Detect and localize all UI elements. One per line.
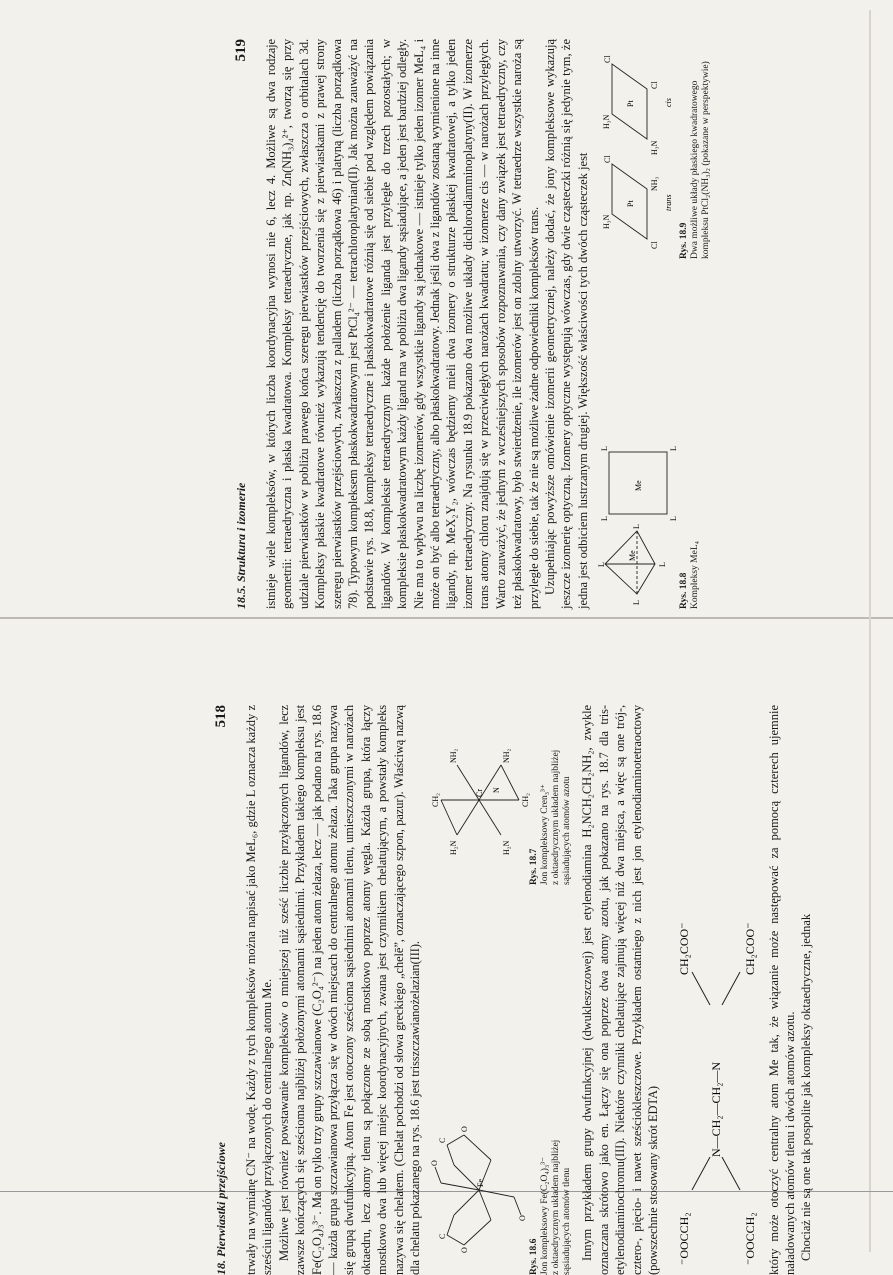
caption-line: Kompleksy MeL₄: [690, 541, 701, 609]
page-number: 518: [213, 705, 229, 728]
figure-18-7: [429, 705, 573, 885]
acetate-group-label: CH₂COO⁻: [676, 922, 691, 975]
figure-18-7-caption: [529, 705, 573, 885]
caption-line: kompleksu PtCl₂(NH₃)₂ (pokazane w perspektywie): [701, 61, 712, 259]
figure-18-9-caption: [679, 39, 712, 259]
ligand-label: L: [600, 516, 610, 521]
figure-18-8: [597, 429, 712, 609]
paragraph-2: Uzupełniając powyższe omówienie izomerii geometrycznej, należy dodać, że jony kompleksowe wykazują jeszcze izomerię optyczną. Izomery optyczne występują wówczas, gdy dwie cząsteczki różnią się jedynie tym, że jedna jest odbiciem lustrzanym drugiej. Większość właściwości tych dwóch cząsteczek jest: [542, 39, 590, 609]
paragraph-end: który może otoczyć centralny atom Me tak, że wiązanie może następować za pomocą czterech ujemnie naładowanych atomów tlenu i dwóch atomów azotu.: [766, 705, 797, 1275]
figure-18-6: [429, 1095, 573, 1275]
ligand-label: L: [669, 516, 679, 521]
carbon-atom-label: C: [438, 1137, 448, 1143]
figure-row-18-8-18-9: [597, 39, 712, 609]
oxygen-atom-label: O: [518, 1215, 528, 1221]
ammine-ligand-label: H₃N: [602, 114, 612, 129]
acetate-group-label: ⁻OOCCH₂: [676, 1212, 691, 1265]
edta-formula: [668, 705, 760, 1275]
chromium-atom-label: Cr: [475, 789, 485, 797]
page-header: [233, 39, 255, 609]
paragraph-edta: Innym przykładem grupy dwufunkcyjnej (dwukleszczowej) jest etylenodiamina H₂NCH₂CH₂NH₂, zwykle oznaczana skrótowo jako en. Łączy się ona poprzez dwa atomy azotu, jak pokazano na rys. 18.7 dla tris-etylenodiaminochromu(III). Niektóre czynniki chelatujące zajmują więcej niż dwa miejsca, a więc są one trój-, cztero-, pięcio- i nawet sześciokleszczowe. Przykładem ostatniego z nich jest jon etylenodiaminotetraoctowy (powszechnie stosowany skrót EDTA): [580, 705, 661, 1275]
caption-line: z oktaedrycznym układem najbliżej: [551, 1139, 562, 1275]
platinum-atom-label: Pt: [626, 100, 636, 107]
platinum-atom-label: Pt: [626, 200, 636, 207]
amine-group-label: NH₂: [449, 748, 459, 763]
ligand-label: L: [597, 562, 607, 567]
trans-label: trans: [664, 194, 674, 211]
en-complex-diagram: [429, 715, 529, 885]
figure-18-6-caption: [529, 1095, 573, 1275]
oxygen-atom-label: O: [460, 1247, 470, 1253]
paragraph-intro: trwały na wymianę CN⁻ na wodę. Każdy z tych kompleksów można napisać jako MeL₆, gdzie L oznacza każdy z sześciu ligandów przyłączonych do centralnego atomu Me.: [244, 705, 275, 1275]
figure-18-9: [597, 39, 712, 259]
page-header: [213, 705, 235, 1275]
paragraph-chelate: Możliwe jest również powstawanie kompleksów o mniejszej niż sześć liczbie przyłączonych ligandów, lecz zawsze kończących się sześcioma najbliżej położonymi atomami sąsiednimi. Przykładem takiego kompleksu jest Fe(C₂O₄)₃³⁻. Ma on tylko trzy grupy szczawianowe (C₂O₄²⁻) na jeden atom żelaza, lecz — jak podano na rys. 18.6 — każda grupa szczawianowa przyłącza się w dwóch miejscach do centralnego atomu żelaza. Taka grupa nazywa się grupą dwufunkcyjną. Atom Fe jest otoczony sześcioma sąsiednimi atomami tlenu, umieszczonymi w narożach oktaedru, lecz atomy tlenu są połączone ze sobą mostkowo poprzez atomy węgla. Każda grupa, która łączy mostkowo dwa lub więcej miejsc koordynacyjnych, zwana jest czynnikiem chelatującym, a powstały kompleks nazywa się chelatem. (Chelat pochodzi od słowa greckiego „chelē”, oznaczającego szpon, pazur). Właściwą nazwą dla chelatu pokazanego na rys. 18.6 jest trisszczawianożelazian(III).: [276, 705, 423, 1275]
amine-group-label: H₂N: [502, 840, 512, 855]
running-head: 18. Pierwiastki przejściowe: [214, 1142, 228, 1275]
figure-18-8-caption: [679, 429, 701, 609]
binding-edge: [869, 10, 871, 1252]
carbon-atom-label: C: [438, 1233, 448, 1239]
figure-label: Rys. 18.8: [679, 572, 690, 609]
ligand-label: L: [600, 446, 610, 451]
amine-group-label: H₂N: [449, 840, 459, 855]
ammine-ligand-label: NH₃: [650, 176, 660, 191]
ligand-label: L: [669, 446, 679, 451]
page-519: [233, 39, 712, 609]
oxalate-complex-diagram: [429, 1105, 529, 1275]
paragraph-1: istnieje wiele kompleksów, w których liczba koordynacyjna wynosi nie 6, lecz 4. Możliwe są dwa rodzaje geometrii: tetraedryczna i płaska kwadratowa. Kompleksy tetraedryczne, jak np. Zn(NH₃)₄²⁺, tworzą się przy udziale pierwiastków w pobliżu prawego końca szeregu pierwiastków przejściowych, zwłaszcza o orbitalach 3d. Kompleksy płaskie kwadratowe również wykazują tendencję do tworzenia się z pierwiastkami z prawej strony szeregu pierwiastków przejściowych, zwłaszcza z palladem (liczba porządkowa 46) i platyną (liczba porządkowa 78). Typowym kompleksem płaskokwadratowym jest PtCl₄²⁻ — tetrachloroplatynian(II). Jak można zauważyć na podstawie rys. 18.8, kompleksy tetraedryczne i płaskokwadratowe różnią się od siebie pod względem powiązania ligandów. W kompleksie tetraedrycznym każde położenie liganda jest przyległe do trzech pozostałych; w kompleksie płaskokwadratowym każdy ligand ma w pobliżu dwa ligandy sąsiadujące, a jeden jest bardziej odległy. Nie ma to wpływu na liczbę izomerów, gdy wszystkie ligandy są jednakowe — istnieje tylko jeden izomer MeL₄ i może on być albo tetraedryczny, albo płaskokwadratowy. Jednak jeśli dwa z ligandów zostaną wymienione na inne ligandy, np. MeX₂Y₂, wówczas będziemy mieli dwa izomery o strukturze płaskiej kwadratowej, a tylko jeden izomer tetraedryczny. Na rysunku 18.9 pokazano dwa możliwe układy dichlorodiamminoplatyny(II). W izomerze trans atomy chloru znajdują się w przeciwległych narożach kwadratu; w izomerze cis — w narożach przyległych. Warto zauważyć, że jednym z wcześniejszych sposobów rozpoznawania, czy dany związek jest tetraedryczny, czy też płaskokwadratowy, było stwierdzenie, ile izomerów jest on zdolny utworzyć. W tetraedrze wszystkie naroża są przyległe do siebie, tak że nie są możliwe żadne odpowiedniki kompleksów trans.: [264, 39, 541, 609]
figure-label: Rys. 18.9: [679, 222, 690, 259]
amine-group-label: NH₂: [502, 748, 512, 763]
chloride-ligand-label: Cl: [603, 155, 613, 163]
acetate-group-label: CH₂COO⁻: [742, 922, 757, 975]
ethylenediamine-chain: N—CH₂—CH₂—N: [708, 1061, 723, 1157]
ammine-ligand-label: H₃N: [602, 214, 612, 229]
iron-atom-label: Fe: [476, 1179, 486, 1187]
caption-line: Jon kompleksowy Cren₃³⁺: [540, 784, 551, 885]
cis-label: cis: [664, 98, 674, 107]
ligand-label: L: [658, 562, 668, 567]
running-head: 18.5. Struktura i izomerie: [234, 482, 248, 609]
ammine-ligand-label: H₃N: [650, 140, 660, 155]
edta-structure: [668, 855, 760, 1275]
tetrahedral-square-diagram: [597, 439, 679, 609]
nitrogen-label: N: [492, 787, 502, 793]
methylene-group-label: CH₂: [521, 793, 531, 807]
oxygen-atom-label: O: [460, 1126, 470, 1132]
page-number: 519: [233, 39, 249, 62]
caption-line: Jon kompleksowy Fe(C₂O₄)₃³⁻: [540, 1156, 551, 1275]
oxygen-atom-label: O: [430, 1160, 440, 1166]
chloride-ligand-label: Cl: [650, 81, 660, 89]
caption-line: z oktaedrycznym układem najbliżej: [551, 749, 562, 885]
ligand-label: L: [632, 524, 642, 529]
metal-atom-label: Me: [634, 480, 644, 491]
figure-label: Rys. 18.6: [529, 1238, 540, 1275]
caption-line: sąsiadujących atomów tlenu: [562, 1167, 573, 1275]
ligand-label: L: [632, 600, 642, 605]
chloride-ligand-label: Cl: [650, 241, 660, 249]
page-divider: [0, 617, 893, 619]
page-518: [213, 705, 814, 1275]
acetate-group-label: ⁻OOCCH₂: [742, 1212, 757, 1265]
cis-trans-diagram: [597, 39, 679, 259]
caption-line: sąsiadujących atomów azotu: [562, 776, 573, 885]
caption-line: Dwa możliwe układy płaskiego kwadratowego: [690, 80, 701, 259]
metal-atom-label: Me: [628, 550, 638, 561]
figure-label: Rys. 18.7: [529, 848, 540, 885]
methylene-group-label: CH₂: [431, 793, 441, 807]
paragraph-end-2: Chociaż nie są one tak pospolite jak kompleksy oktaedryczne, jednak: [799, 913, 814, 1261]
figure-row-18-6-18-7: [429, 705, 573, 1275]
chloride-ligand-label: Cl: [603, 55, 613, 63]
